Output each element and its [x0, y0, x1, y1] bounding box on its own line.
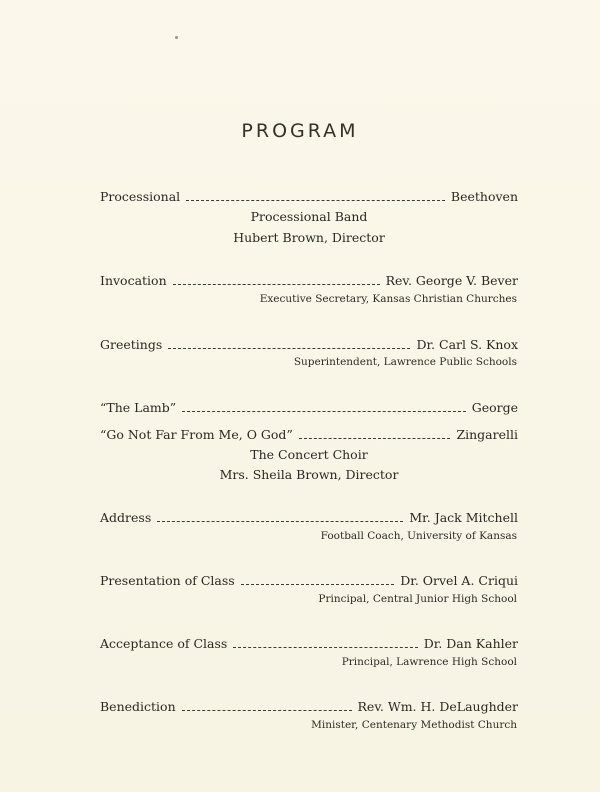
item-subtitle: Minister, Centenary Methodist Church: [311, 719, 517, 731]
dot-leader: [157, 521, 403, 522]
program-item-the-lamb: [100, 400, 518, 415]
item-value: Dr. Carl S. Knox: [416, 337, 518, 352]
item-label: “Go Not Far From Me, O God”: [100, 427, 293, 442]
item-subtitle: Superintendent, Lawrence Public Schools: [293, 356, 517, 368]
item-label: Address: [100, 510, 152, 525]
dot-leader: [168, 348, 410, 349]
dot-leader: [173, 284, 380, 285]
item-label: Acceptance of Class: [100, 636, 228, 651]
item-value: Beethoven: [450, 189, 518, 204]
dot-leader: [182, 411, 466, 412]
item-subtitle: Principal, Lawrence High School: [341, 656, 517, 668]
item-label: Benediction: [100, 699, 176, 714]
dot-leader: [241, 584, 395, 585]
dot-leader: [182, 710, 352, 711]
page-title: PROGRAM: [241, 120, 359, 142]
program-item-go-not-far: [100, 427, 518, 442]
program-item-greetings: [100, 337, 518, 352]
item-label: Processional: [100, 189, 181, 204]
program-item-benediction: [100, 699, 518, 714]
performer-line: Processional Band: [250, 209, 368, 224]
item-value: Rev. Wm. H. DeLaughder: [357, 699, 518, 714]
item-value: Zingarelli: [456, 427, 518, 442]
program-item-invocation: [100, 273, 518, 288]
dot-leader: [233, 647, 417, 648]
dot-leader: [186, 200, 445, 201]
paper-speck: [175, 36, 178, 39]
program-item-address: [100, 510, 518, 525]
director-line: Mrs. Sheila Brown, Director: [219, 467, 399, 482]
item-value: Dr. Dan Kahler: [423, 636, 518, 651]
item-value: Rev. George V. Bever: [385, 273, 518, 288]
item-label: “The Lamb”: [100, 400, 177, 415]
item-subtitle: Executive Secretary, Kansas Christian Churches: [259, 293, 517, 305]
item-value: George: [471, 400, 518, 415]
item-subtitle: Principal, Central Junior High School: [318, 593, 517, 605]
performer-line: The Concert Choir: [250, 447, 368, 462]
item-value: Mr. Jack Mitchell: [409, 510, 518, 525]
program-item-acceptance: [100, 636, 518, 651]
dot-leader: [299, 438, 451, 439]
item-label: Greetings: [100, 337, 163, 352]
director-line: Hubert Brown, Director: [233, 230, 385, 245]
program-item-presentation: [100, 573, 518, 588]
item-value: Dr. Orvel A. Criqui: [400, 573, 518, 588]
item-label: Invocation: [100, 273, 167, 288]
program-item-processional: [100, 189, 518, 204]
item-subtitle: Football Coach, University of Kansas: [320, 530, 517, 542]
item-label: Presentation of Class: [100, 573, 235, 588]
